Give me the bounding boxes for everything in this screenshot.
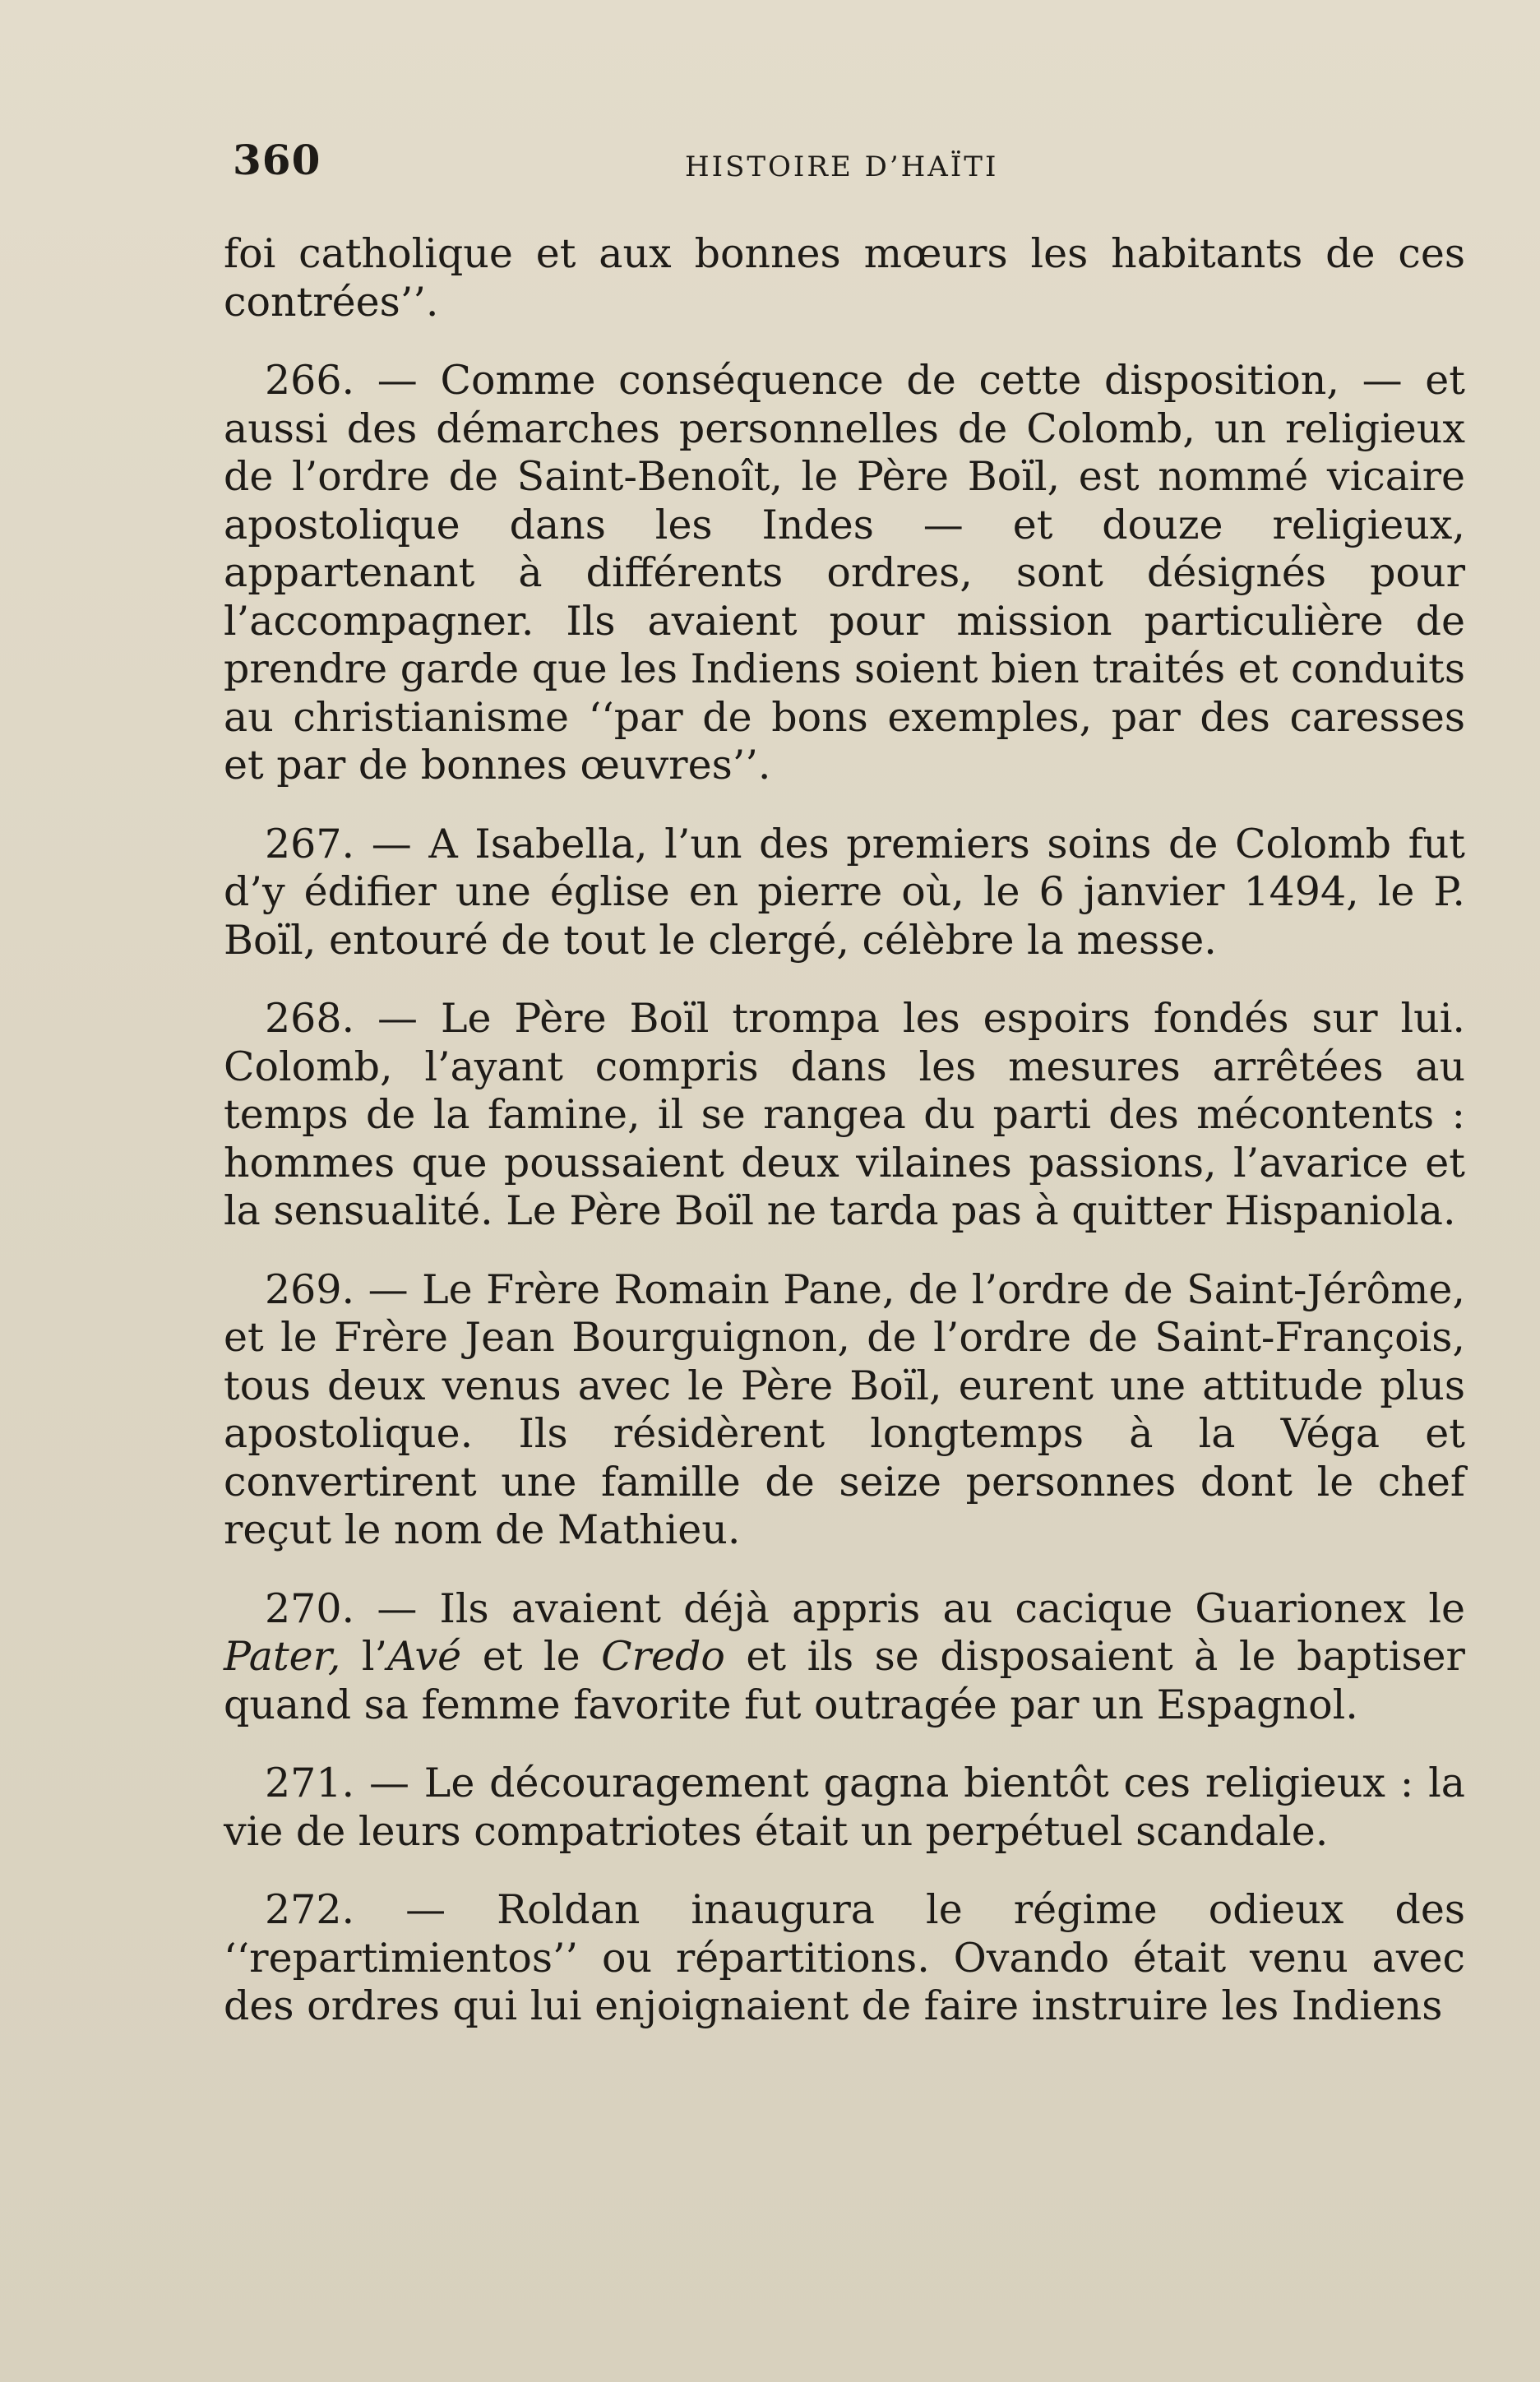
- paragraph-271: 271. — Le découragement gagna bientôt ces religieux : la vie de leurs compatriotes était un perpétuel scandale.: [224, 1760, 1465, 1855]
- paragraph-268: 268. — Le Père Boïl trompa les espoirs fondés sur lui. Colomb, l’ayant compris dans les mesures arrêtées au temps de la famine, il se rangea du parti des mécontents : hommes que poussaient deux vilaines passions, l’avarice et la sensualité. Le Père Boïl ne tarda pas à quitter Hispaniola.: [224, 995, 1465, 1234]
- ave-term: Avé: [387, 1633, 462, 1680]
- running-title: HISTOIRE D’HAÏTI: [685, 150, 999, 183]
- paragraph-266: 266. — Comme conséquence de cette disposition, — et aussi des démarches personnelles de Colomb, un religieux de l’ordre de Saint-Benoît, le Père Boïl, est nommé vicaire apostolique dans les Indes — et douze religieux, appartenant à différents ordres, sont désignés pour l’accompagner. Ils avaient pour mission particulière de prendre garde que les Indiens soient bien traités et conduits au christianisme ‘‘par de bons exemples, par des caresses et par de bonnes œuvres’’.: [224, 357, 1465, 789]
- paragraph-270-text-b: l’: [340, 1633, 388, 1680]
- paragraph-267: 267. — A Isabella, l’un des premiers soins de Colomb fut d’y édifier une église en pierre où, le 6 janvier 1494, le P. Boïl, entouré de tout le clergé, célèbre la messe.: [224, 820, 1465, 964]
- paragraph-270-text-d: et ils se disposaient à le baptiser quand sa femme favorite fut outragée par un Espagnol.: [224, 1633, 1465, 1728]
- pater-term: Pater,: [224, 1633, 341, 1680]
- paragraph-continuation: foi catholique et aux bonnes mœurs les habitants de ces contrées’’.: [224, 230, 1465, 326]
- body-text: [224, 230, 1465, 2061]
- paragraph-272: 272. — Roldan inaugura le régime odieux des ‘‘repartimientos’’ ou répartitions. Ovando était venu avec des ordres qui lui enjoignaient de faire instruire les Indiens: [224, 1886, 1465, 2029]
- page-number: 360: [233, 136, 321, 184]
- paragraph-270-text-a: 270. — Ils avaient déjà appris au cacique Guarionex le: [265, 1584, 1465, 1632]
- paragraph-269: 269. — Le Frère Romain Pane, de l’ordre de Saint-Jérôme, et le Frère Jean Bourguignon, de l’ordre de Saint-François, tous deux venus avec le Père Boïl, eurent une attitude plus apostolique. Ils résidèrent longtemps à la Véga et convertirent une famille de seize personnes dont le chef reçut le nom de Mathieu.: [224, 1265, 1465, 1553]
- paragraph-270-text-c: et le: [461, 1633, 602, 1680]
- paragraph-270: [224, 1585, 1465, 1730]
- credo-term: Credo: [601, 1633, 725, 1680]
- running-head: [233, 136, 1474, 193]
